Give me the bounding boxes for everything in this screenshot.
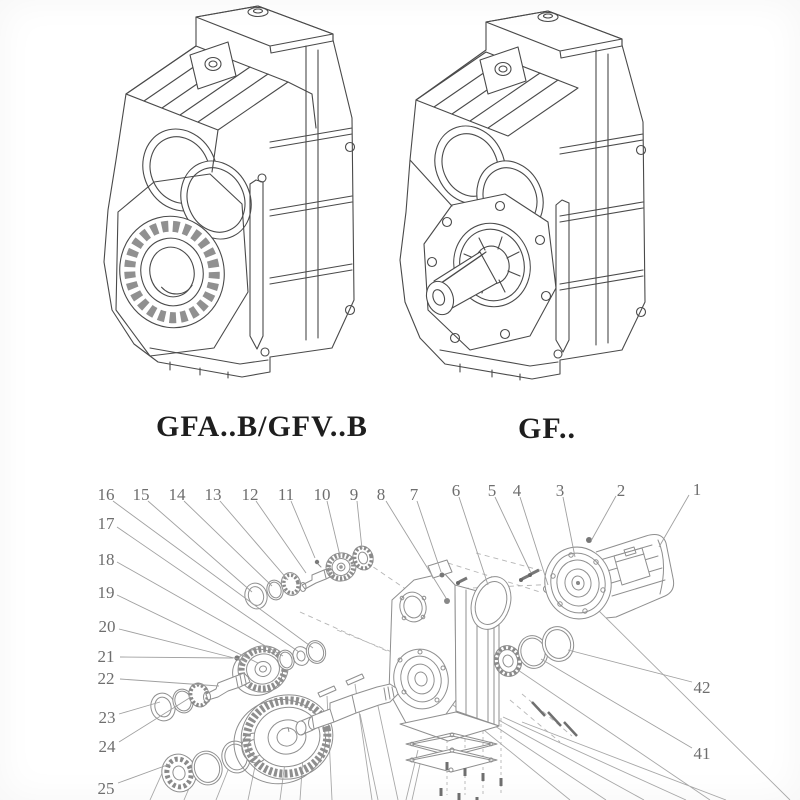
part-number-18: 18 [97,550,115,569]
part-number-8: 8 [376,485,386,504]
leader-line-15 [148,501,252,592]
input-shaft-parts [242,544,376,612]
part-number-10: 10 [313,485,331,504]
leader-line-19 [117,595,258,663]
part-number-19: 19 [97,583,115,602]
part-number-25: 25 [97,779,115,798]
gearbox-drawing-gfa [104,6,355,378]
leader-line-1 [659,495,689,547]
part-number-15: 15 [132,485,150,504]
vent-plug [444,598,450,604]
part-number-2: 2 [616,481,626,500]
part-number-24: 24 [98,737,116,756]
part-number-41: 41 [693,744,711,763]
leader-line-10 [327,501,340,556]
leader-line-12 [256,501,306,573]
motor-assembly [538,535,673,626]
part-number-13: 13 [204,485,222,504]
part-number-21: 21 [97,647,115,666]
part-number-16: 16 [97,485,115,504]
part-number-20: 20 [98,617,116,636]
housing-screw [440,573,445,578]
second-pinion-parts [148,673,250,724]
leader-line-11 [291,501,315,558]
part-number-6: 6 [451,481,461,500]
part-number-3: 3 [555,481,565,500]
part-number-42: 42 [693,678,711,697]
part-number-22: 22 [97,669,115,688]
leader-line-9 [357,501,362,549]
part-number-17: 17 [97,514,115,533]
exploded-parts-diagram [98,480,791,800]
leader-line-22 [120,679,219,686]
part-number-5: 5 [487,481,497,500]
leader-line-20 [119,629,246,661]
part-number-1: 1 [692,480,702,499]
part-number-9: 9 [349,485,359,504]
leader-line-41 [541,659,692,748]
part-number-7: 7 [409,485,419,504]
part-number-12: 12 [241,485,259,504]
part-number-4: 4 [512,481,522,500]
caption-gfa: GFA..B/GFV..B [156,410,368,443]
part-number-23: 23 [98,708,116,727]
caption-gf: GF.. [518,412,576,445]
leader-line-21 [120,657,233,658]
part-number-14: 14 [168,485,186,504]
leader-line-2 [591,496,616,541]
leader-line-42 [568,650,692,682]
part-number-11: 11 [277,485,295,504]
leader-line-5 [495,497,531,573]
gearbox-drawing-gf [400,11,646,380]
right-bearing-parts [491,623,578,679]
leader-line-7 [417,501,441,572]
leader-line-6 [459,497,488,585]
